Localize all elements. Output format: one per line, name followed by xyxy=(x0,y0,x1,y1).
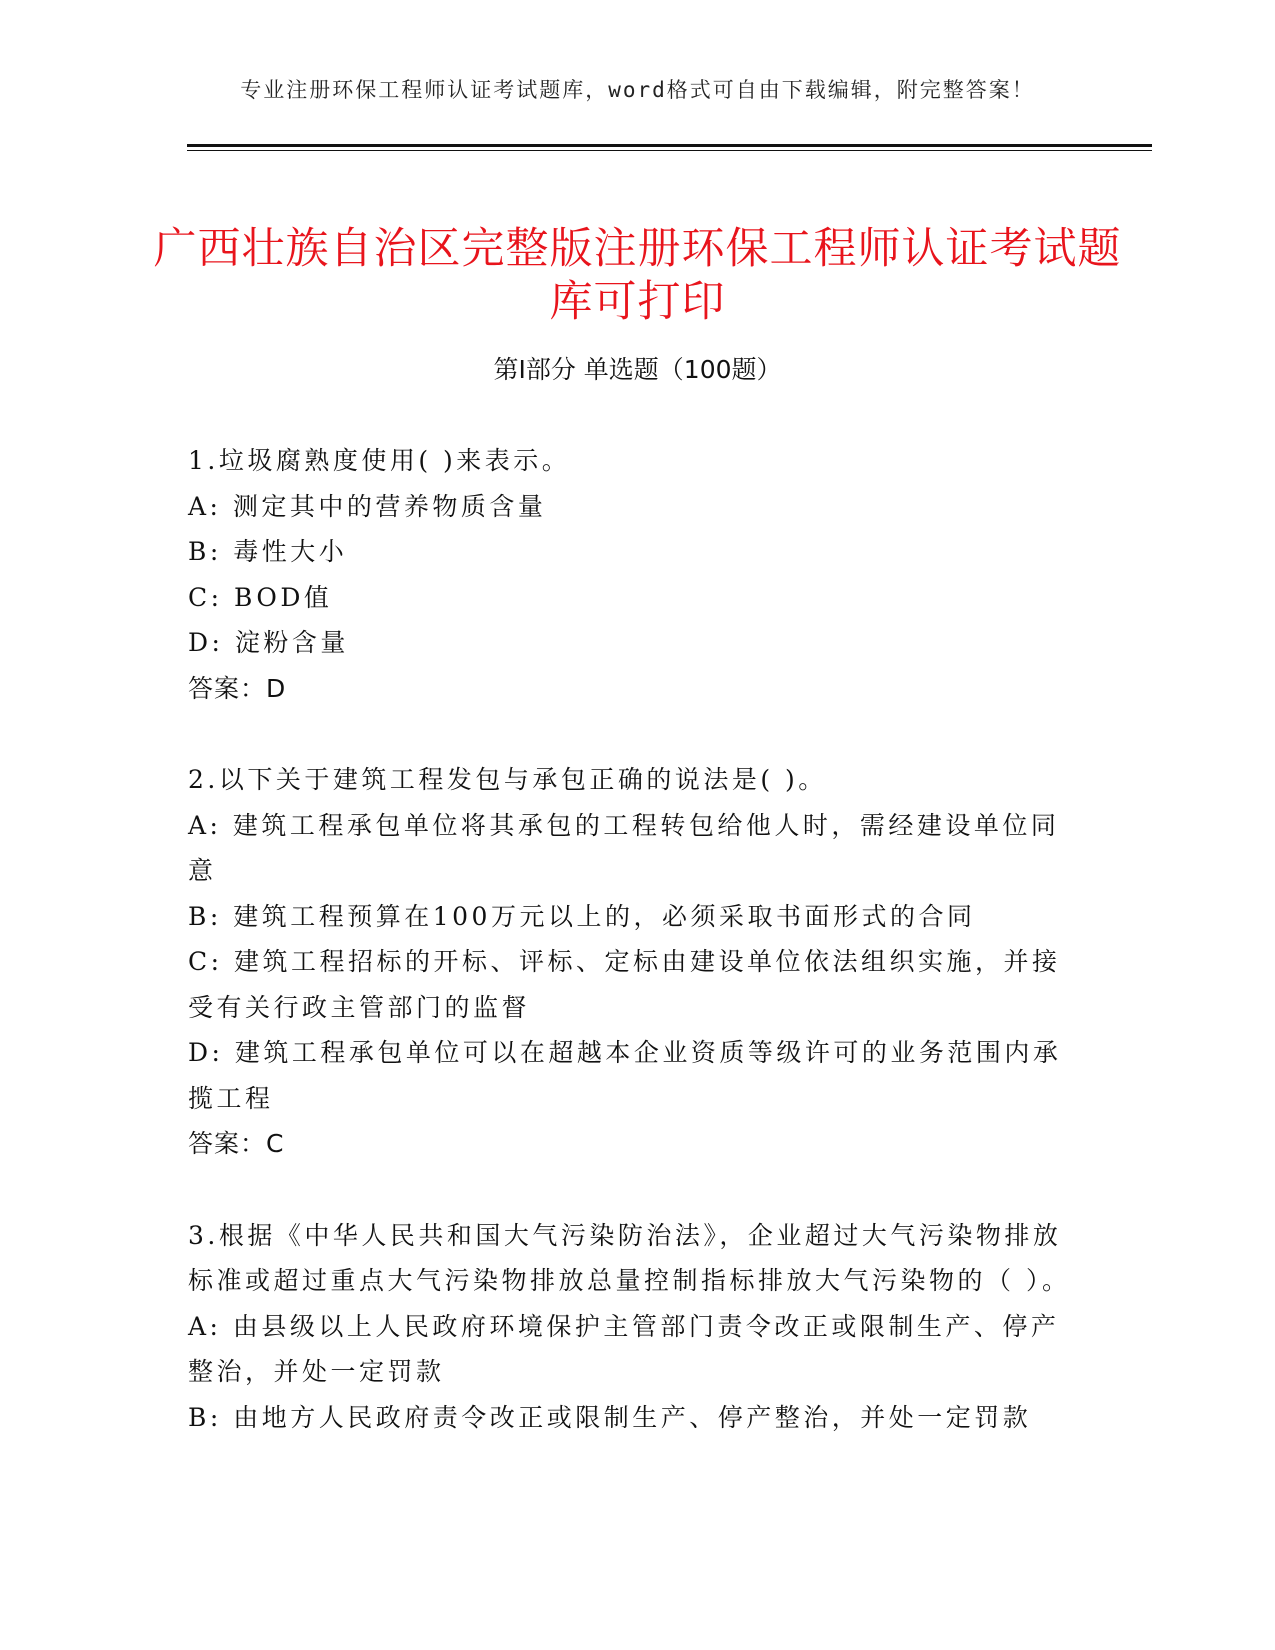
header-rule-thin xyxy=(187,150,1152,151)
option-c: C: 建筑工程招标的开标、评标、定标由建设单位依法组织实施，并接受有关行政主管部门的监督 xyxy=(188,947,1061,1022)
question-list xyxy=(188,438,1073,1486)
option-b: B: 建筑工程预算在100万元以上的，必须采取书面形式的合同 xyxy=(188,901,976,931)
option-d: D: 建筑工程承包单位可以在超越本企业资质等级许可的业务范围内承揽工程 xyxy=(188,1038,1062,1113)
question-stem: 3.根据《中华人民共和国大气污染防治法》，企业超过大气污染物排放标准或超过重点大气污染物排放总量控制指标排放大气污染物的（ ）。 xyxy=(188,1220,1071,1295)
question-2 xyxy=(188,757,1073,1167)
question-stem: 2.以下关于建筑工程发包与承包正确的说法是( )。 xyxy=(188,765,827,794)
answer: 答案：D xyxy=(188,673,287,703)
option-b: B: 毒性大小 xyxy=(188,537,348,566)
answer: 答案：C xyxy=(188,1129,285,1158)
option-a: A: 由县级以上人民政府环境保护主管部门责令改正或限制生产、停产整治，并处一定罚款 xyxy=(188,1311,1060,1386)
option-d: D: 淀粉含量 xyxy=(188,628,349,657)
document-title: 广西壮族自治区完整版注册环保工程师认证考试题库可打印 xyxy=(153,223,1122,327)
option-a: A: 测定其中的营养物质含量 xyxy=(188,491,547,521)
section-heading: 第Ⅰ部分 单选题（100题） xyxy=(493,355,782,384)
header-note: 专业注册环保工程师认证考试题库，word格式可自由下载编辑，附完整答案！ xyxy=(240,78,1035,102)
option-a: A: 建筑工程承包单位将其承包的工程转包给他人时，需经建设单位同意 xyxy=(188,810,1060,885)
option-b: B: 由地方人民政府责令改正或限制生产、停产整治，并处一定罚款 xyxy=(188,1402,1032,1432)
question-1 xyxy=(188,438,1073,711)
question-stem: 1.垃圾腐熟度使用( )来表示。 xyxy=(188,446,571,475)
header-rule-thick xyxy=(187,144,1152,147)
question-3 xyxy=(188,1213,1073,1441)
option-c: C: BOD值 xyxy=(188,582,333,612)
